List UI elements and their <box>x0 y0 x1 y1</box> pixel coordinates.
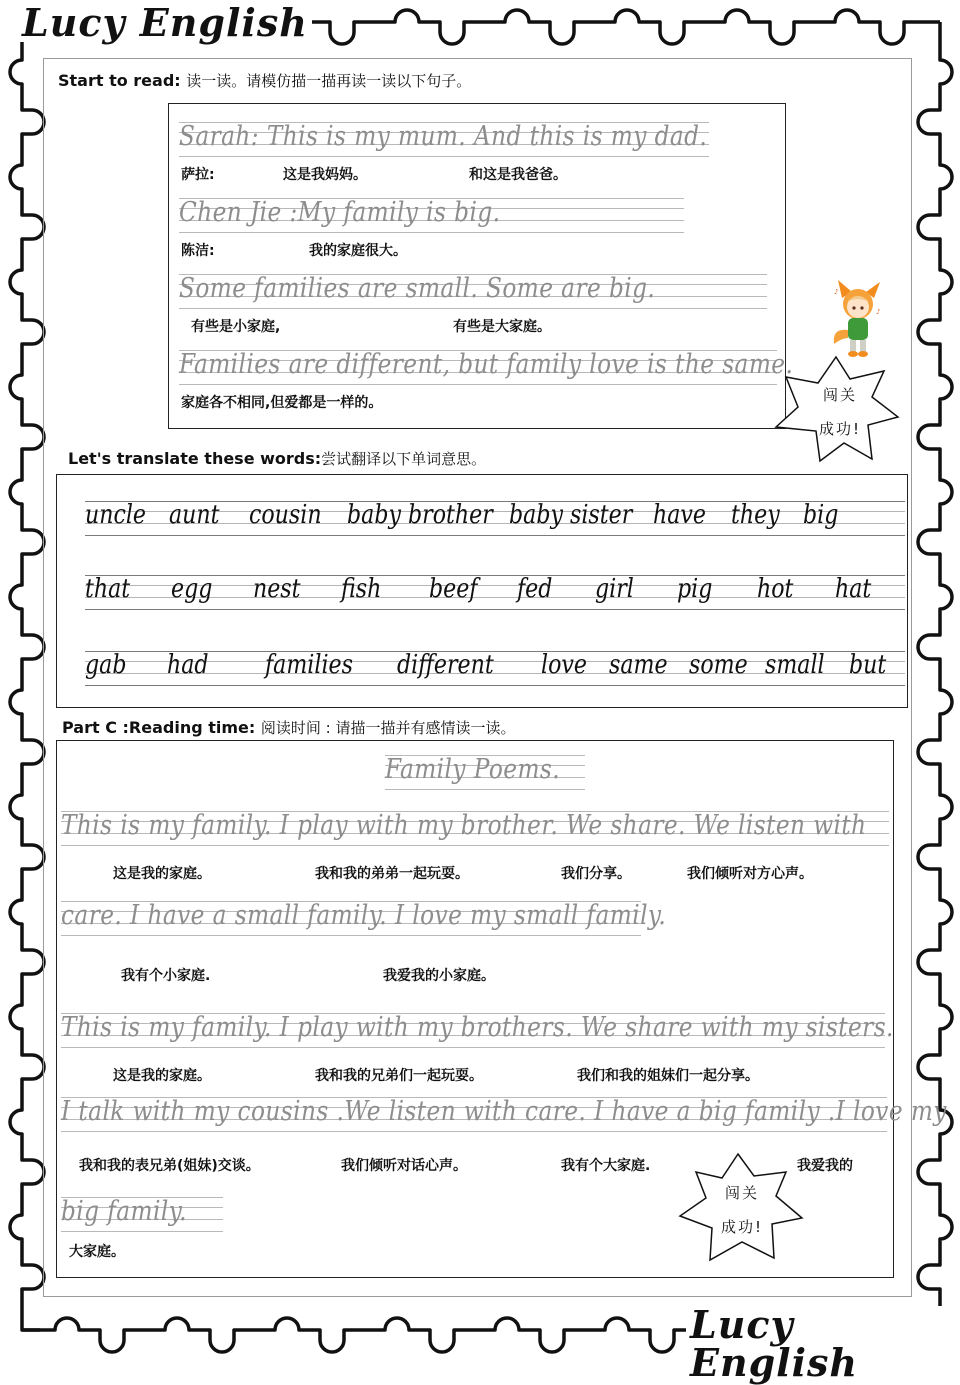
translation-text: 我们倾听对方心声。 <box>687 866 813 882</box>
section-a-heading <box>58 70 471 91</box>
section-a-heading-cn: 读一读。请模仿描一描再读一读以下句子。 <box>186 72 472 90</box>
badge-line-1: 闯关 <box>822 386 857 404</box>
trace-line <box>61 899 667 937</box>
vocab-word: fed <box>517 574 553 604</box>
success-badge-text <box>800 378 880 446</box>
translation-text: 我和我的表兄弟(姐妹)交谈。 <box>79 1158 260 1174</box>
word-row <box>85 647 905 687</box>
translation-text: 和这是我爸爸。 <box>469 167 567 183</box>
translation-text: 这是我的家庭。 <box>113 866 211 882</box>
translation-text: 这是我的家庭。 <box>113 1068 211 1084</box>
vocab-word: baby brother <box>347 500 493 530</box>
section-c-heading-en: Part C :Reading time: <box>62 718 256 737</box>
translation-text: 家庭各不相同,但爱都是一样的。 <box>181 395 383 411</box>
vocab-word: but <box>849 650 887 680</box>
trace-line <box>61 1011 894 1049</box>
svg-text:♪: ♪ <box>876 308 881 316</box>
word-row <box>85 571 905 611</box>
vocab-word: egg <box>171 574 213 604</box>
trace-line <box>179 272 767 310</box>
trace-text: Families are different, but family love is the same. <box>179 349 794 380</box>
translation-text: 我有个小家庭. <box>121 968 211 984</box>
poem-title-trace <box>385 753 585 791</box>
translation-text: 我爱我的 <box>797 1158 853 1174</box>
translation-text: 我有个大家庭. <box>561 1158 651 1174</box>
translation-text: 我爱我的小家庭。 <box>383 968 495 984</box>
trace-line <box>61 1095 947 1133</box>
trace-text: This is my family. I play with my brothers. We share with my sisters. <box>61 1012 894 1043</box>
vocab-word: same <box>609 650 668 680</box>
poem-title-text: Family Poems. <box>385 754 561 785</box>
vocab-word: hat <box>835 574 872 604</box>
translation-text: 我们倾听对话心声。 <box>341 1158 467 1174</box>
vocab-word: had <box>167 650 209 680</box>
trace-text: care. I have a small family. I love my small family. <box>61 900 667 931</box>
vocab-word: that <box>85 574 131 604</box>
vocab-word: nest <box>253 574 301 604</box>
translation-text: 有些是小家庭, <box>191 319 281 335</box>
vocab-word: baby sister <box>509 500 633 530</box>
translation-text: 这是我妈妈。 <box>283 167 367 183</box>
badge-line-2: 成功! <box>720 1218 763 1236</box>
translation-text: 陈洁: <box>181 243 215 259</box>
brand-logo-bottom: Lucy English <box>686 1306 960 1382</box>
trace-line <box>61 809 889 847</box>
vocab-word: gab <box>85 650 127 680</box>
vocab-word: hot <box>757 574 794 604</box>
vocab-word: big <box>803 500 839 530</box>
translation-text: 我们分享。 <box>561 866 631 882</box>
vocab-word: small <box>765 650 825 680</box>
word-row <box>85 497 905 537</box>
trace-line <box>179 196 684 234</box>
trace-text: Some families are small. Some are big. <box>179 273 656 304</box>
translation-text: 我们和我的姐妹们一起分享。 <box>577 1068 759 1084</box>
badge-line-2: 成功! <box>818 420 861 438</box>
trace-line <box>179 348 794 386</box>
vocab-word: beef <box>429 574 478 604</box>
section-c-heading <box>62 717 515 738</box>
vocab-word: some <box>689 650 748 680</box>
section-c-heading-cn: 阅读时间 : 请描一描并有感情读一读。 <box>260 719 516 737</box>
vocab-word: aunt <box>169 500 220 530</box>
vocab-word: they <box>731 500 780 530</box>
trace-text: Chen Jie :My family is big. <box>179 197 501 228</box>
svg-text:♪: ♪ <box>834 288 839 296</box>
vocab-word: uncle <box>85 500 147 530</box>
translation-text: 我和我的弟弟一起玩耍。 <box>315 866 469 882</box>
vocab-word: fish <box>341 574 382 604</box>
section-b-heading-en: Let's translate these words: <box>68 449 322 468</box>
fox-kid-mascot-icon <box>830 278 886 360</box>
trace-text: I talk with my cousins .We listen with care. I have a big family .I love my <box>61 1096 947 1127</box>
section-b-heading-cn: 尝试翻译以下单词意思。 <box>321 450 487 468</box>
trace-text: Sarah: This is my mum. And this is my dad. <box>179 121 708 152</box>
translation-text: 萨拉: <box>181 167 215 183</box>
brand-logo-top: Lucy English <box>18 4 312 42</box>
translation-text: 我和我的兄弟们一起玩耍。 <box>315 1068 483 1084</box>
vocab-word: different <box>397 650 494 680</box>
trace-text: big family. <box>61 1196 187 1227</box>
vocab-word: girl <box>595 574 634 604</box>
translation-text: 有些是大家庭。 <box>453 319 551 335</box>
trace-text: This is my family. I play with my brother. We share. We listen with <box>61 810 867 841</box>
trace-line <box>61 1195 223 1233</box>
vocab-word: love <box>541 650 587 680</box>
badge-line-1: 闯关 <box>724 1184 759 1202</box>
section-b-heading <box>68 448 486 469</box>
section-a-reading-box <box>168 103 794 429</box>
section-a-heading-en: Start to read: <box>58 71 181 90</box>
vocab-word: have <box>653 500 706 530</box>
vocab-word: cousin <box>249 500 322 530</box>
vocab-word: families <box>265 650 353 680</box>
translation-text: 大家庭。 <box>69 1244 125 1260</box>
vocab-word: pig <box>677 574 713 604</box>
success-badge-text <box>702 1176 782 1244</box>
vocabulary-box <box>56 474 908 708</box>
trace-line <box>179 120 709 158</box>
translation-text: 我的家庭很大。 <box>309 243 407 259</box>
